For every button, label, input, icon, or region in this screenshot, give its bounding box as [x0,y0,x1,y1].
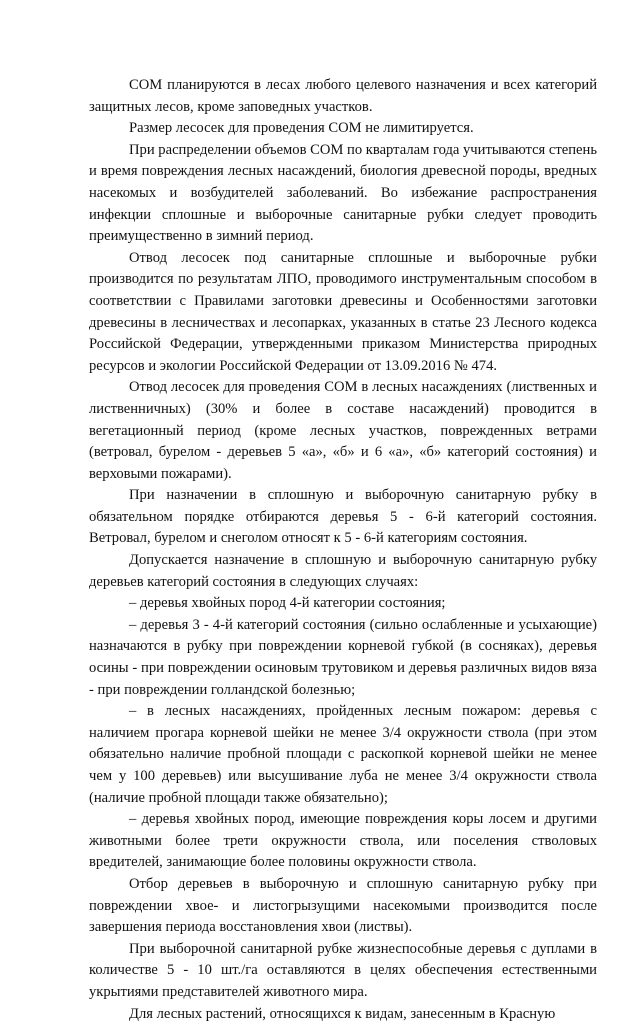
paragraph-red-book-species: Для лесных растений, относящихся к видам, занесенным в Красную [129,1005,556,1022]
paragraph-som-planning: СОМ планируются в лесах любого целевого назначения и всех категорий защитных лесов, кроме заповедных участков. [89,77,597,115]
paragraph-cutting-area-size: Размер лесосек для проведения СОМ не лимитируется. [129,120,474,137]
paragraph-quarterly-distribution: При распределении объемов СОМ по кварталам года учитываются степень и время повреждения лесных насаждений, биология древесной породы, вредных насекомых и возбудителей заболеваний. Во избежание распространения инфекции сплошные и выборочные санитарные рубки следует проводить преимущественно в зимний период. [89,141,598,245]
paragraph-mandatory-selection: При назначении в сплошную и выборочную санитарную рубку в обязательном порядке отбираются деревья 5 - 6-й категорий состояния. Ветровал, бурелом и снеголом относят к 5 - 6-й категориям состояния. [89,487,597,547]
document-body [89,75,597,1025]
paragraph-cutting-allocation: Отвод лесосек под санитарные сплошные и выборочные рубки производится по результатам ЛПО, проводимого инструментальным способом в соответствии с Правилами заготовки древесины и Особенностями заготовки древесины в лесничествах и лесопарках, указанных в статье 23 Лесного кодекса Российской Федерации, утвержденными приказом Министерства природных ресурсов и экологии Российской Федерации от 13.09.2016 № 474. [89,249,597,374]
list-item-conifer-category-4: – деревья хвойных пород 4-й категории состояния; [129,595,446,612]
paragraph-insect-damage-selection: Отбор деревьев в выборочную и сплошную санитарную рубку при повреждении хвое- и листогрызущими насекомыми производится после завершения периода восстановления хвои (листвы). [89,875,597,936]
list-item-animal-damage: – деревья хвойных пород, имеющие повреждения коры лосем и другими животными более трети окружности ствола, или поселения стволовых вредителей, занимающие более половины окружности ствола. [89,811,597,871]
paragraph-deciduous-allocation: Отвод лесосек для проведения СОМ в лесных насаждениях (лиственных и лиственничных) (30% и более в составе насаждений) проводится в вегетационный период (кроме лесных участков, поврежденных ветрами (ветровал, бурелом - деревьев 5 «а», «б» и 6 «а», «б» категорий состояния) и верховыми пожарами). [89,379,597,482]
list-item-root-rot-damage: – деревья 3 - 4-й категорий состояния (сильно ослабленные и усыхающие) назначаются в рубку при повреждении корневой губкой (в сосняках), деревья осины - при повреждении осиновым трутовиком и деревья различных видов вяза - при повреждении голландской болезнью; [89,616,597,698]
paragraph-permitted-cases: Допускается назначение в сплошную и выборочную санитарную рубку деревьев категорий состояния в следующих случаях: [89,552,597,590]
list-item-fire-damage: – в лесных насаждениях, пройденных лесным пожаром: деревья с наличием прогара корневой шейки не менее 3/4 окружности ствола (при этом обязательно наличие пробной площади с раскопкой корневой шейки не менее чем у 100 деревьев) или высушивание луба не менее 3/4 окружности ствола (наличие пробной площади также обязательно); [89,703,597,806]
paragraph-hollow-trees: При выборочной санитарной рубке жизнеспособные деревья с дуплами в количестве 5 - 10 шт./га оставляются в целях обеспечения естественными укрытиями представителей животного мира. [89,940,597,1000]
